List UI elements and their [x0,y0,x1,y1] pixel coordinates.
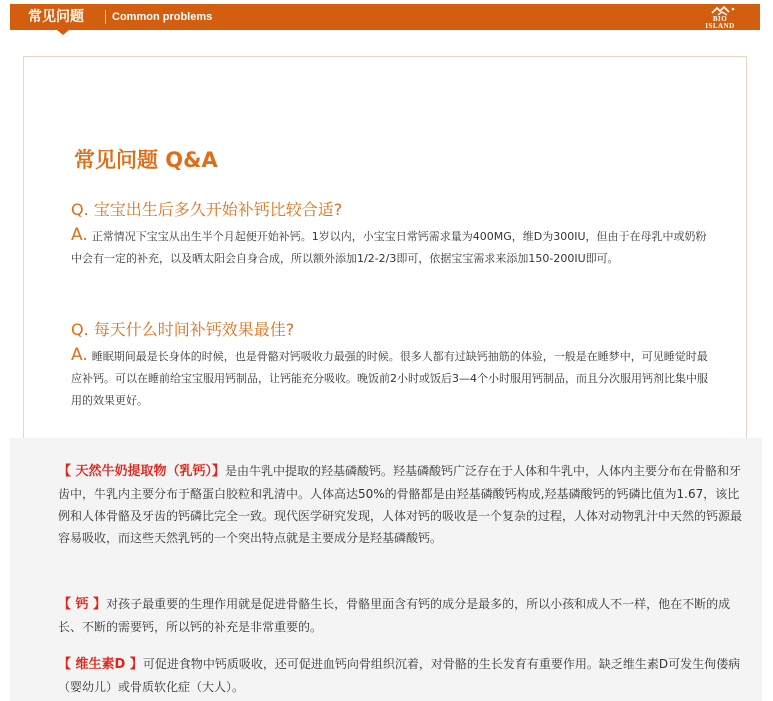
logo-text-line2: ISLAND [705,22,735,30]
answer-2 [71,344,711,412]
answer-1-text: 正常情况下宝宝从出生半个月起便开始补钙。1岁以内，小宝宝日常钙需求量为400MG，维D为300IU，但由于在母乳中或奶粉中会有一定的补充，以及晒太阳会自身合成，所以额外添加1/2-2/3即可，依据宝宝需求来添加150-200IU即可。 [71,230,707,265]
header-divider [105,10,106,24]
answer-1 [71,224,711,270]
qa-card [23,56,747,438]
info-text-vitamin-d: 可促进食物中钙质吸收，还可促进血钙向骨组织沉着，对骨骼的生长发育有重要作用。缺乏维生素D可发生佝偻病（婴幼儿）或骨质软化症（大人）。 [58,657,741,694]
answer-2-mark: A. [71,345,88,365]
header-title-cn: 常见问题 [28,9,84,25]
answer-2-text: 睡眠期间最是长身体的时候，也是骨骼对钙吸收力最强的时候。很多人都有过缺钙抽筋的体验，一般是在睡梦中，可见睡觉时最应补钙。可以在睡前给宝宝服用钙制品，让钙能充分吸收。晚饭前2小时或饭后3—4个小时服用钙制品，而且分次服用钙剂比集中服用的效果更好。 [71,350,708,407]
header-pointer [57,30,69,35]
info-text-calcium: 对孩子最重要的生理作用就是促进骨骼生长，骨骼里面含有钙的成分是最多的，所以小孩和成人不一样，他在不断的成长、不断的需要钙，所以钙的补充是非常重要的。 [58,597,731,634]
header-title-en: Common problems [112,11,213,23]
question-1: Q. 宝宝出生后多久开始补钙比较合适? [71,200,343,219]
info-paragraph-vitamin-d [58,653,748,698]
info-section [10,438,762,701]
info-highlight-milk-calcium: 【 天然牛奶提取物（乳钙）】 [58,464,226,479]
info-highlight-calcium: 【 钙 】 [58,597,107,612]
bio-island-logo [698,4,742,30]
info-highlight-vitamin-d: 【 维生素D 】 [58,657,143,672]
section-header-bar [10,4,760,30]
logo-text-line1: BIO [712,15,728,23]
question-2: Q. 每天什么时间补钙效果最佳? [71,320,295,339]
answer-1-mark: A. [71,225,88,245]
info-text-milk-calcium: 是由牛乳中提取的羟基磷酸钙。羟基磷酸钙广泛存在于人体和牛乳中，人体内主要分布在骨骼和牙齿中，牛乳内主要分布于酪蛋白胶粒和乳清中。人体高达50%的骨骼都是由羟基磷酸钙构成,羟基磷酸钙的钙磷比值为1.67，该比例和人体骨骼及牙齿的钙磷比完全一致。现代医学研究发现，人体对钙的吸收是一个复杂的过程，人体对动物乳汁中天然的钙源最容易吸收，而这些天然乳钙的一个突出特点就是主要成分是羟基磷酸钙。 [58,464,743,545]
info-paragraph-milk-calcium [58,460,748,549]
qa-title: 常见问题 Q&A [74,148,218,172]
info-paragraph-calcium [58,593,748,638]
